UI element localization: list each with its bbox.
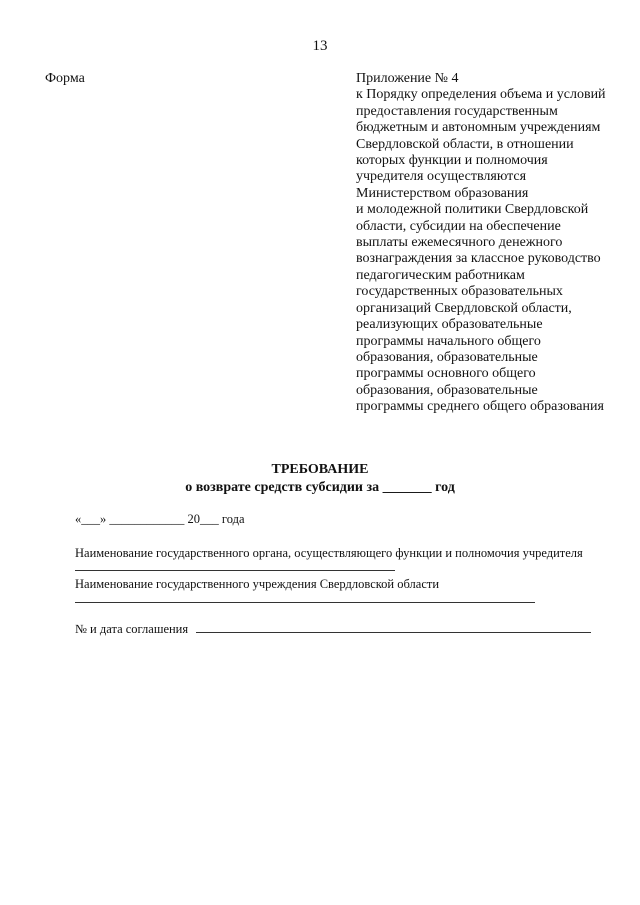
appendix-line: учредителя осуществляются bbox=[356, 169, 527, 185]
appendix-line: педагогическим работникам bbox=[356, 267, 525, 283]
document-subtitle: о возврате средств субсидии за _______ год bbox=[185, 480, 455, 495]
authority-field-label: Наименование государственного органа, осуществляющего функции и полномочия учредителя bbox=[75, 546, 583, 560]
appendix-line: Министерством образования bbox=[356, 185, 529, 201]
appendix-line: к Порядку определения объема и условий bbox=[356, 87, 606, 103]
appendix-line: образования, образовательные bbox=[356, 349, 538, 365]
appendix-line: предоставления государственным bbox=[356, 103, 558, 119]
appendix-line: государственных образовательных bbox=[356, 284, 563, 300]
appendix-line: вознаграждения за классное руководство bbox=[356, 251, 601, 267]
document-title: ТРЕБОВАНИЕ bbox=[271, 462, 369, 477]
appendix-line: организаций Свердловской области, bbox=[356, 300, 572, 316]
agreement-field-label: № и дата соглашения bbox=[75, 622, 189, 636]
appendix-line: Свердловской области, в отношении bbox=[356, 136, 574, 152]
page-number: 13 bbox=[312, 38, 328, 54]
form-label: Форма bbox=[45, 71, 85, 86]
appendix-line: выплаты ежемесячного денежного bbox=[356, 235, 563, 251]
appendix-line: бюджетным и автономным учреждениям bbox=[356, 120, 601, 136]
appendix-line: и молодежной политики Свердловской bbox=[356, 202, 589, 218]
appendix-line: которых функции и полномочия bbox=[356, 153, 548, 169]
appendix-line: программы начального общего bbox=[356, 333, 541, 349]
appendix-line: Приложение № 4 bbox=[356, 71, 459, 86]
date-line: «___» ____________ 20___ года bbox=[75, 512, 245, 526]
institution-field-line[interactable] bbox=[75, 602, 535, 603]
appendix-block bbox=[356, 71, 636, 416]
institution-field-label: Наименование государственного учреждения Свердловской области bbox=[75, 577, 440, 591]
appendix-line: программы основного общего bbox=[356, 366, 536, 382]
authority-field-line[interactable] bbox=[75, 570, 395, 571]
appendix-line: реализующих образовательные bbox=[356, 317, 543, 333]
appendix-line: образования, образовательные bbox=[356, 382, 538, 398]
appendix-line: области, субсидии на обеспечение bbox=[356, 218, 561, 234]
agreement-field-line[interactable] bbox=[196, 632, 591, 633]
appendix-line: программы среднего общего образования bbox=[356, 399, 604, 415]
